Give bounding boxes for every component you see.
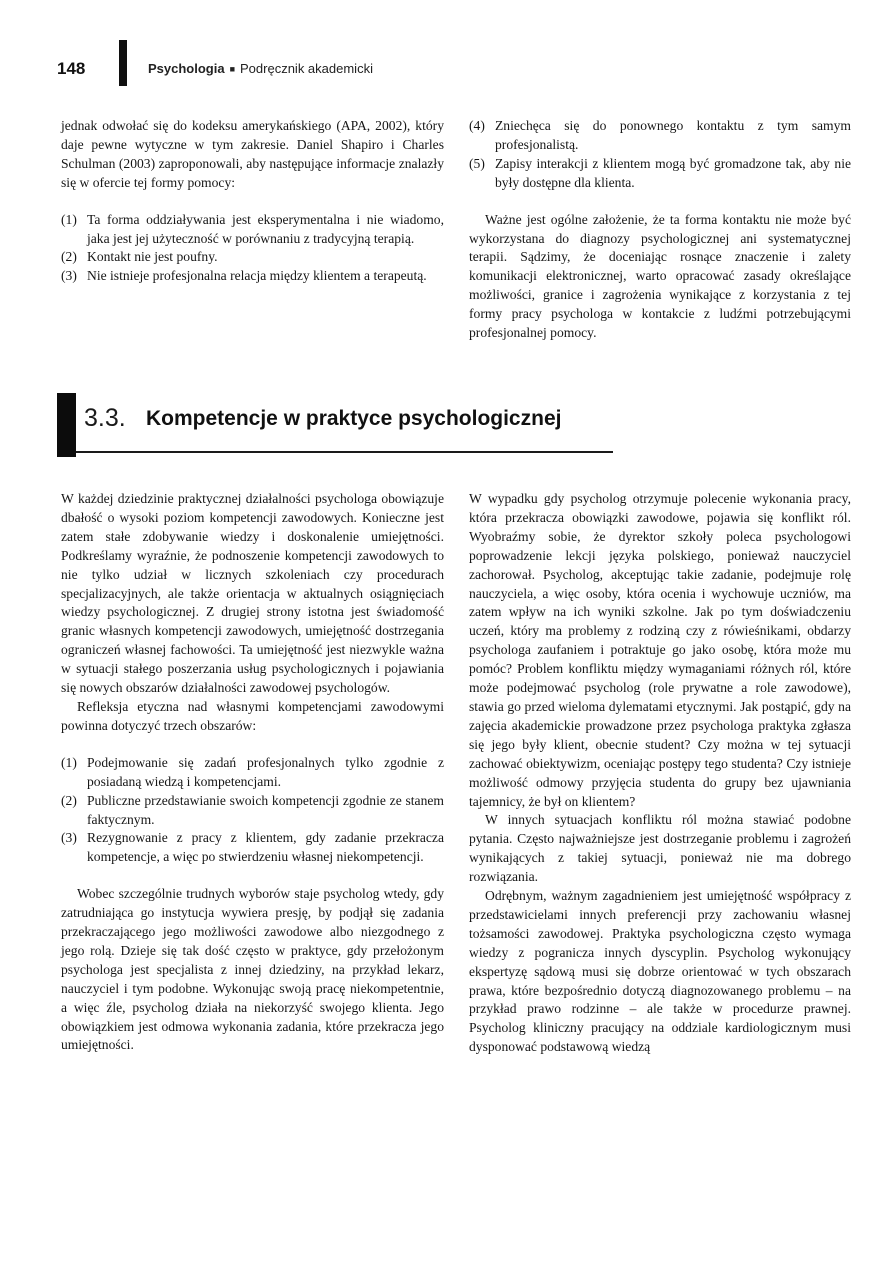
page-header [57,40,857,90]
list-item [469,117,851,155]
list-item [61,829,444,867]
item-number: (1) [61,211,77,227]
item-number: (3) [61,268,77,284]
list-item [469,155,851,193]
item-text: Publiczne przedstawianie swoich kompetencji zgodnie ze stanem faktycznym. [87,792,444,827]
intro-paragraph: jednak odwołać się do kodeksu amerykańskiego (APA, 2002), który daje pewne wytyczne w tym zakresie. Daniel Shapiro i Charles Schulman (2003) zaproponowali, aby następujące informacje znalazły się w ofercie tej formy pomocy: [61,118,444,190]
top-left-column [61,117,444,286]
running-title [148,61,373,76]
item-text: Zniechęca się do ponownego kontaktu z tym samym profesjonalistą. [495,118,851,152]
body-paragraph: W wypadku gdy psycholog otrzymuje polecenie wykonania pracy, która przekracza obowiązki zawodowe, pojawia się konflikt ról. Wyobraźmy sobie, że dyrektor szkoły poleca psychologowi poprowadzenie lekcji języka polskiego, ponieważ nauczyciel zachorował. Psycholog, akceptując takie zadanie, podejmuje rolę nauczyciela, a więc osoby, która ocenia i wychowuje uczniów, ma zatem wpływ na ich wyniki szkolne. Jak po tym doświadczeniu uczeń, który ma problemy z rodziną czy z rówieśnikami, obdarzy psychologa zaufaniem i potraktuje go jako osobę, która może mu pomóc? Problem konfliktu między wymaganiami różnych ról, które może podejmować psycholog (role prywatne a role zawodowe), stawia go przed wieloma dylematami etycznymi. Jak postąpić, gdy na zajęcia akademickie prowadzone przez psychologa praktyka zgłasza się jego były klient, obecnie student? Czy można w tej sytuacji zachować obiektywizm, oceniając postępy tego studenta? Czy istnieje możliwość odmowy przyjęcia studenta do grupy bez ujawniania tajemnicy, że był on klientem? [469,491,851,809]
item-number: (3) [61,830,77,846]
item-number: (1) [61,754,77,770]
summary-paragraph: Ważne jest ogólne założenie, że ta forma kontaktu nie może być wykorzystana do diagnozy psychologicznej ani systematycznej terapii. Sądzimy, że doceniając rosnące znaczenie i zalety komunikacji elektronicznej, warto opracować zasady określające możliwości, granice i zagrożenia wynikające z korzystania z tej formy pracy psychologa w kontakcie z ludźmi potrzebującymi profesjonalnej pomocy. [469,211,851,341]
list-item [61,211,444,249]
item-number: (2) [61,249,77,265]
body-paragraph: Wobec szczególnie trudnych wyborów staje psycholog wtedy, gdy zatrudniająca go instytucja wywiera presję, by podjął się zadania przekraczającego jego możliwości zawodowe albo niezgodnego z jego rolą. Dzieje się tak dość często w praktyce, gdy przełożonym psychologa jest specjalista z innej dziedziny, na przykład lekarz, nauczyciel i tym podobne. Wykonując swoją pracę niekompetentnie, a więc źle, psycholog działa na niekorzyść swojego klienta. Jego obowiązkiem jest odmowa wykonania zadania, które przekracza jego umiejętności. [61,886,444,1053]
section-title: Kompetencje w praktyce psychologicznej [146,407,562,430]
book-subtitle: Podręcznik akademicki [240,61,373,76]
header-bar [119,40,127,86]
item-text: Ta forma oddziaływania jest eksperymentalna i nie wiadomo, jaka jest jej użyteczność w porównaniu z tradycyjną terapią. [87,211,444,246]
item-text: Podejmowanie się zadań profesjonalnych tylko zgodnie z posiadaną wiedzą i kompetencjami. [87,754,444,789]
bottom-right-column [469,490,851,1057]
page-number: 148 [57,59,86,78]
offer-info-list-continued [469,117,851,193]
body-paragraph: Refleksja etyczna nad własnymi kompetencjami zawodowymi powinna dotyczyć trzech obszarów: [61,698,444,733]
section-heading [57,393,613,463]
top-right-column [469,117,851,343]
body-paragraph: Odrębnym, ważnym zagadnieniem jest umiejętność współpracy z przedstawicielami innych preferencji przy zachowaniu własnej tożsamości zawodowej. Praktyka psychologiczna często wymaga wiedzy z pogranicza innych dyscyplin. Psycholog wykonujący ekspertyzę sądową musi się dobrze orientować w tych obszarach prawa, które bezpośrednio dotyczą diagnozowanego problemu – na przykład prawo rodzinne – ale także w procedurze prawnej. Psycholog kliniczny pracujący na oddziale kardiologicznym musi dysponować podstawową wiedzą [469,888,851,1055]
section-number: 3.3. [84,404,126,432]
list-item [61,754,444,792]
section-rule [76,451,613,453]
item-number: (2) [61,792,77,808]
competence-areas-list [61,754,444,867]
list-item [61,267,444,286]
section-bar [57,393,76,457]
body-paragraph: W innych sytuacjach konfliktu ról można stawiać podobne pytania. Często najważniejsze jest dostrzeganie problemu i zagrożeń wynikających z takiej sytuacji, ponieważ nie ma dobrego rozwiązania. [469,812,851,885]
list-item [61,248,444,267]
item-text: Kontakt nie jest poufny. [87,249,218,265]
offer-info-list [61,211,444,287]
item-number: (4) [469,118,485,133]
bottom-left-column [61,490,444,1055]
book-title: Psychologia [148,61,225,76]
item-text: Nie istnieje profesjonalna relacja między klientem a terapeutą. [87,268,427,284]
title-separator: ■ [229,64,236,74]
body-paragraph: W każdej dziedzinie praktycznej działalności psychologa obowiązuje dbałość o wysoki poziom kompetencji zawodowych. Konieczne jest zatem stałe zdobywanie wiedzy i doskonalenie umiejętności. Podkreślamy wyraźnie, że podnoszenie kompetencji zawodowych to nie tylko udział w licznych szkoleniach czy procedurach specjalizacyjnych, ale także orientacja w aktualnych osiągnięciach wiedzy psychologicznej. Z drugiej strony istotna jest świadomość granic własnych kompetencji zawodowych, umiejętność dostrzegania ograniczeń własnej fachowości. Ta umiejętność jest niezwykle ważna w sytuacji stałego poszerzania usług psychologicznych i pojawiania się nowych obszarów działalności zawodowej psychologów. [61,491,444,696]
item-text: Rezygnowanie z pracy z klientem, gdy zadanie przekracza kompetencje, a więc po stwierdzeniu własnej niekompetencji. [87,830,444,865]
item-text: Zapisy interakcji z klientem mogą być gromadzone tak, aby nie były dostępne dla klienta. [495,155,851,190]
item-number: (5) [469,155,485,171]
list-item [61,792,444,830]
